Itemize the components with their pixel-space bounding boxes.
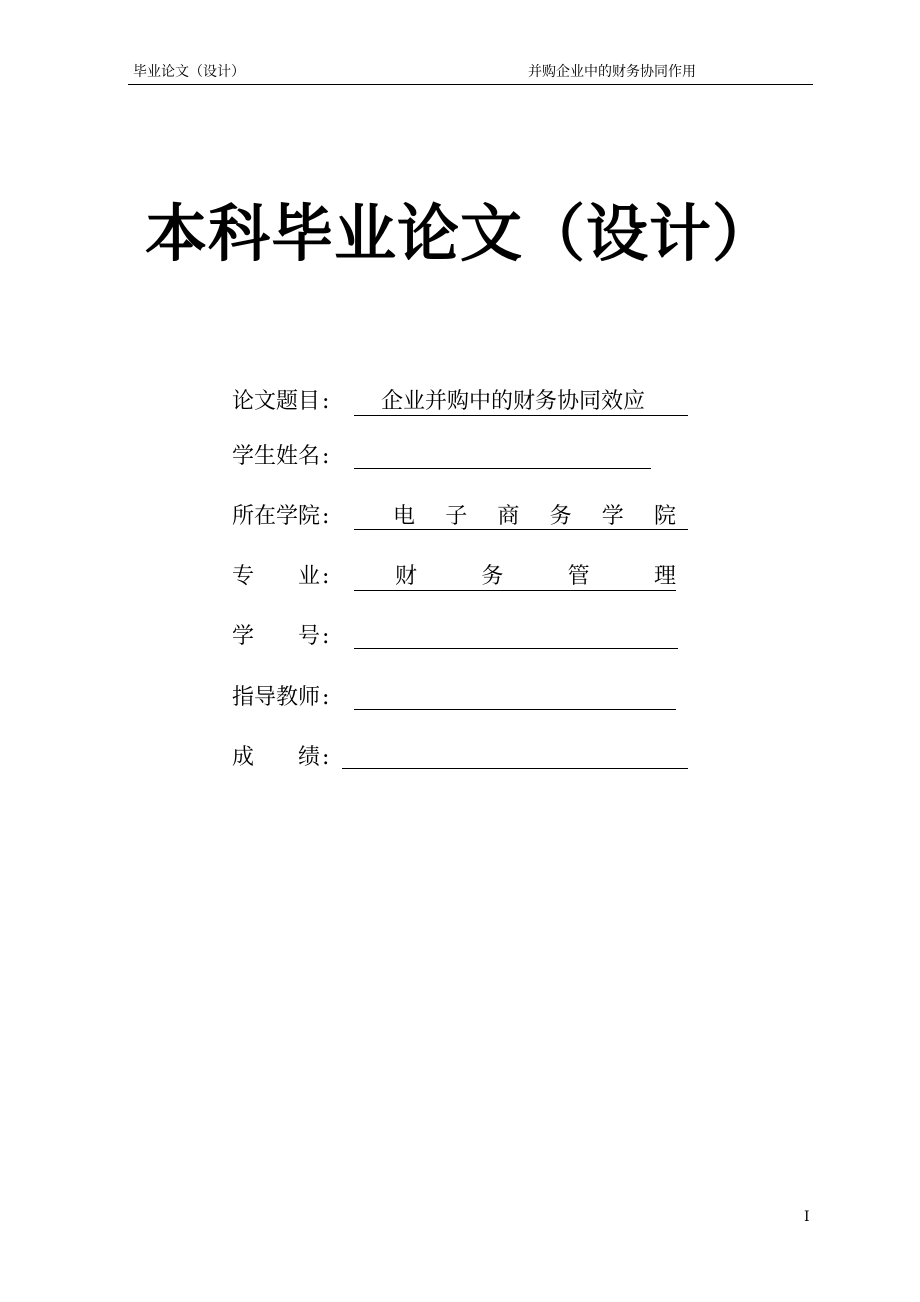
college-char: 院 (653, 504, 676, 529)
major-char: 务 (481, 564, 504, 589)
student-id-underline (354, 648, 678, 649)
advisor-colon: : (322, 685, 330, 710)
major-underline (354, 590, 676, 591)
student-name-label: 学生姓名 (232, 444, 321, 469)
college-char: 子 (445, 504, 468, 529)
thesis-title-label: 论文题目 (232, 389, 321, 414)
major-char: 理 (653, 564, 676, 589)
grade-label-char: 绩 (297, 745, 320, 770)
college-label: 所在学院 (232, 504, 321, 529)
major-value (395, 562, 676, 592)
student-id-colon: : (322, 624, 330, 649)
thesis-title-colon: : (322, 389, 330, 414)
major-colon: : (322, 564, 330, 589)
student-id-label-char: 学 (232, 624, 255, 649)
grade-label-char: 成 (232, 745, 255, 770)
major-char: 财 (395, 564, 418, 589)
advisor-label: 指导教师 (232, 685, 321, 710)
student-id-label (232, 622, 320, 652)
page-number: I (804, 1209, 810, 1225)
thesis-title-value: 企业并购中的财务协同效应 (381, 389, 646, 414)
student-id-label-char: 号 (297, 624, 320, 649)
major-char: 管 (567, 564, 590, 589)
grade-colon: : (322, 745, 330, 770)
college-char: 商 (497, 504, 520, 529)
major-label-char: 专 (232, 564, 255, 589)
advisor-underline (354, 709, 676, 710)
thesis-title-underline (354, 415, 688, 416)
header-divider (128, 84, 813, 85)
page-title: 本科毕业论文（设计） (144, 197, 775, 270)
major-label (232, 562, 320, 592)
college-char: 学 (601, 504, 624, 529)
college-value (393, 502, 676, 532)
student-name-underline (354, 468, 651, 469)
header-left-text: 毕业论文（设计） (133, 64, 245, 80)
header-right-text: 并购企业中的财务协同作用 (528, 64, 696, 80)
grade-label (232, 743, 320, 773)
grade-underline (342, 768, 688, 769)
college-char: 务 (549, 504, 572, 529)
college-underline (354, 529, 688, 530)
student-name-colon: : (322, 444, 330, 469)
major-label-char: 业 (297, 564, 320, 589)
college-colon: : (322, 504, 330, 529)
college-char: 电 (393, 504, 416, 529)
